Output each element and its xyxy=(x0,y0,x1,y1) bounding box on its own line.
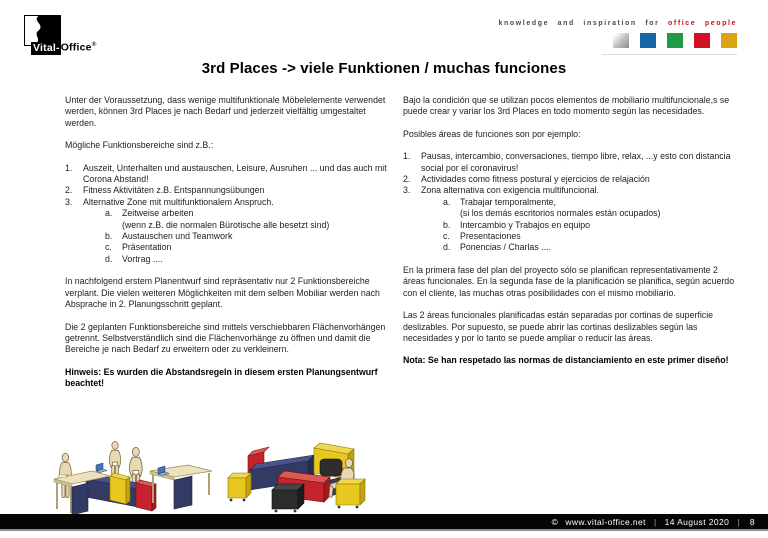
brand-tagline-block xyxy=(499,20,738,55)
column-german xyxy=(65,95,387,401)
note-bold-es: Nota: Se han respetado las normas de distanciamiento en este primer diseño! xyxy=(403,355,729,366)
footer-url: www.vital-office.net xyxy=(565,516,646,527)
tagline-red-text: office people xyxy=(668,20,737,27)
tagline-gray-text: knowledge and inspiration for xyxy=(498,20,660,27)
list-item: 2. Fitness Aktivitäten z.B. Entspannungsübungen xyxy=(65,185,265,196)
footer-separator: | xyxy=(737,516,740,527)
square-red-icon xyxy=(694,33,710,48)
column-spanish xyxy=(403,95,735,401)
page-title: 3rd Places -> viele Funktionen / muchas funciones xyxy=(201,60,567,77)
sub-list-item: c. Presentaciones xyxy=(443,231,521,242)
desk-workstations-illustration xyxy=(52,427,220,515)
list-item: 1. Pausas, intercambio, conversaciones, tiempo libre, relax, ...y esto con distancia social por el coronavirus! xyxy=(403,151,731,173)
logo-wordmark xyxy=(31,41,97,54)
footer-page-number: 8 xyxy=(749,516,755,527)
brand-tagline xyxy=(499,20,738,27)
list-item: 1. Auszeit, Unterhalten und austauschen, Leisure, Ausruhen ... und das auch mit Corona Abstand! xyxy=(65,162,387,185)
curtains-paragraph-de: Die 2 geplanten Funktionsbereiche sind mittels verschiebbaren Flächenvorhängen getrennt. Selbstverständlich sind die Flächenvorhänge zu öffnen und damit die Bereiche je nach Bedarf zu erweitern oder zu verkleinern. xyxy=(65,321,386,355)
registered-mark: ® xyxy=(91,41,97,48)
plan-paragraph-es: En la primera fase del plan del proyecto sólo se planifican representativamente 2 áreas funcionales. En la segunda fase de la planificación se planifica, según acuerdo con el cliente, las muchas otras posibilidades con el mismo mobiliario. xyxy=(403,264,735,298)
note-bold-de: Hinweis: Es wurden die Abstandsregeln in diesem ersten Planungsentwurf beachtet! xyxy=(65,366,378,389)
logo-text-prefix: Vital- xyxy=(33,41,60,54)
lead-paragraph-es: Posibles áreas de funciones son por ejemplo: xyxy=(403,128,581,139)
footer-date: 14 August 2020 xyxy=(664,516,730,527)
logo-text-suffix: Office xyxy=(60,41,92,54)
lounge-furniture-illustration xyxy=(220,427,388,515)
brand-color-squares xyxy=(602,33,737,55)
sub-list-item: d. Vortrag .... xyxy=(105,253,163,264)
sub-list-item: a. Zeitweise arbeiten (wenn z.B. die normalen Bürotische alle besetzt sind) xyxy=(105,208,330,230)
square-green-icon xyxy=(667,33,683,48)
sub-list-item: a. Trabajar temporalmente, (si los demás escritorios normales están ocupados) xyxy=(443,196,661,219)
sub-list-item: d. Ponencias / Charlas .... xyxy=(443,242,551,253)
square-blue-icon xyxy=(640,33,656,48)
footer-bar xyxy=(0,514,768,531)
copyright-symbol: © xyxy=(551,516,559,527)
list-item: 3. Alternative Zone mit multifunktionalem Anspruch. xyxy=(65,196,274,207)
sub-list-item: b. Austauschen und Teamwork xyxy=(105,231,233,242)
vital-office-logo xyxy=(24,15,114,57)
footer-separator: | xyxy=(653,516,657,527)
list-item: 3. Zona alternativa con exigencia multifuncional. xyxy=(403,185,599,196)
sub-list-item: b. Intercambio y Trabajos en equipo xyxy=(443,219,591,230)
intro-paragraph-de: Unter der Voraussetzung, dass wenige multifunktionale Möbelelemente verwendet werden, können 3rd Places je nach Bedarf und jederzeit vielfältig umgestaltet werden. xyxy=(65,95,386,128)
sub-list-item: c. Präsentation xyxy=(105,242,172,253)
intro-paragraph-es: Bajo la condición que se utilizan pocos elementos de mobiliario multifuncionale,s se puede crear y variar los 3rd Places en todo momento según las necesidades. xyxy=(403,95,730,117)
plan-paragraph-de: In nachfolgend erstem Planentwurf sind repräsentativ nur 2 Funktionsbereiche verplant. Die vielen weiteren Möglichkeiten mit dem selben Mobiliar werden nach Absprache in 2. Planungsschritt geplant. xyxy=(65,276,380,310)
list-item: 2. Actividades como fitness postural y ejercicios de relajación xyxy=(403,174,650,185)
square-silver-icon xyxy=(613,33,629,48)
lead-paragraph-de: Mögliche Funktionsbereiche sind z.B.: xyxy=(65,140,214,151)
square-gold-icon xyxy=(721,33,737,48)
content-columns xyxy=(65,95,737,401)
function-areas-list-es xyxy=(403,151,735,254)
function-areas-list-de xyxy=(65,163,387,266)
curtains-paragraph-es: Las 2 áreas funcionales planificadas están separadas por cortinas de superficie deslizables. Por supuesto, se puede abrir las cortinas deslizables según las necesidades y por lo tanto se puede ampliar o reducir las áreas. xyxy=(403,310,714,343)
furniture-illustrations xyxy=(52,427,388,515)
